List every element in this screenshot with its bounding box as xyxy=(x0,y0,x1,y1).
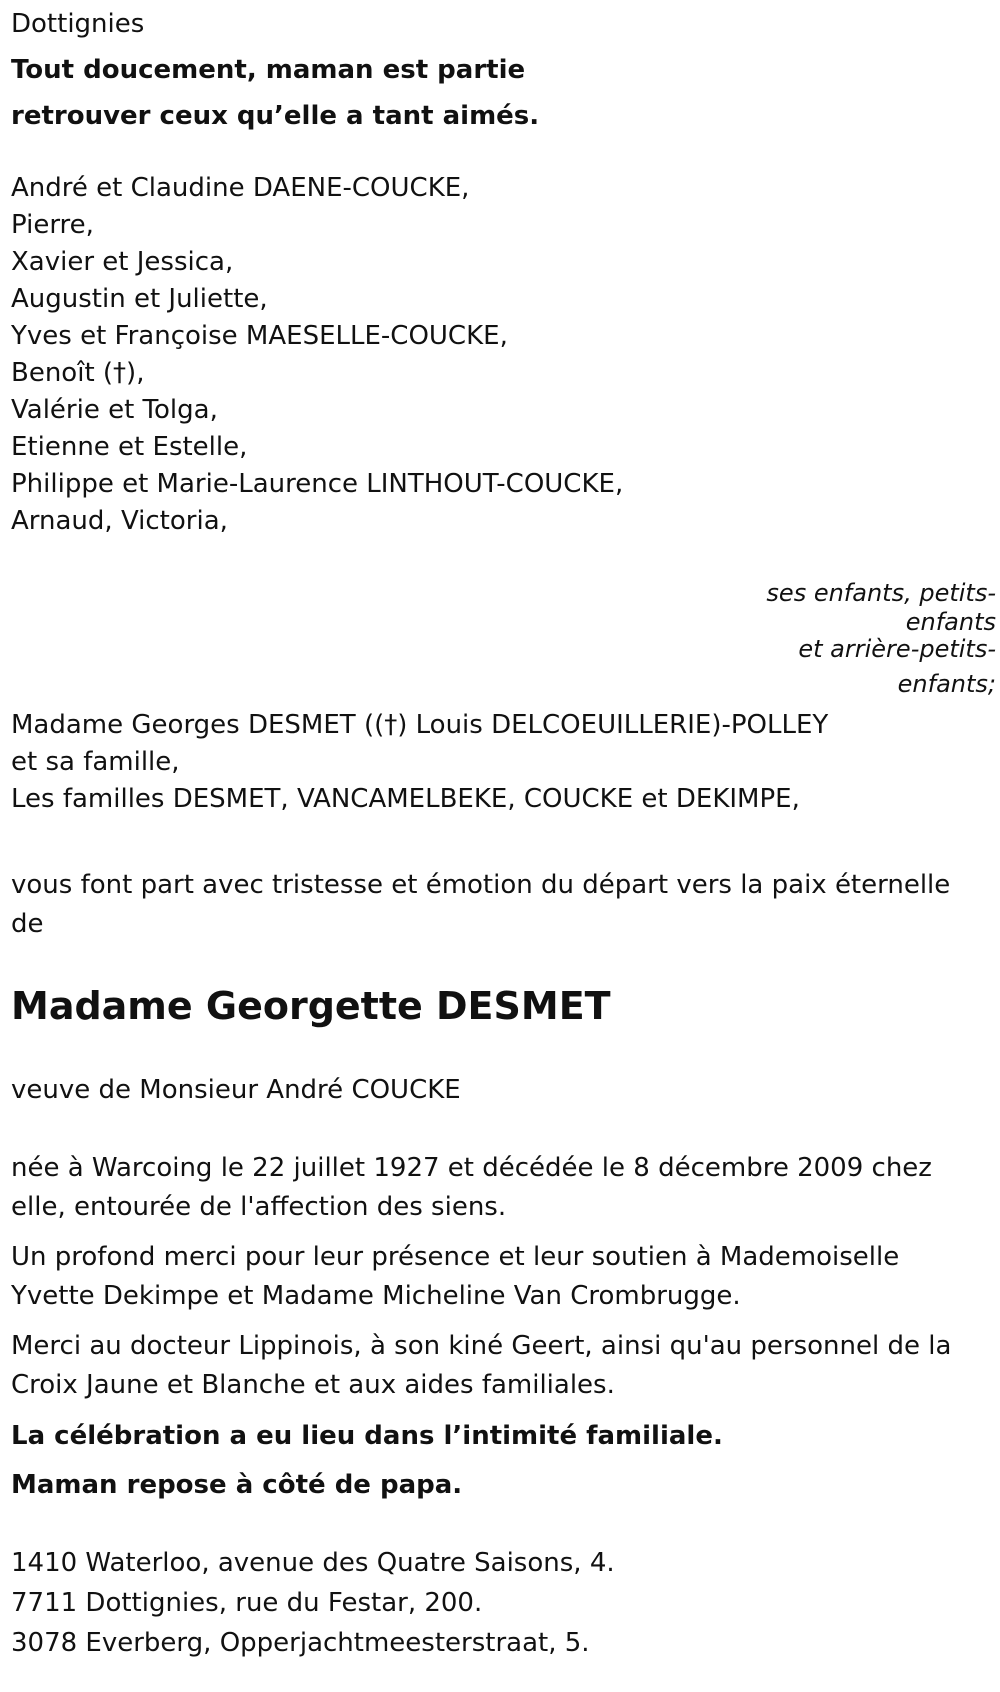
relative-line: Les familles DESMET, VANCAMELBEKE, COUCKE et DEKIMPE, xyxy=(11,784,800,814)
quote-line-1: Tout doucement, maman est partie xyxy=(11,55,526,85)
birth-death-details: née à Warcoing le 22 juillet 1927 et décédée le 8 décembre 2009 chez elle, entourée de l'affection des siens. xyxy=(11,1153,932,1222)
family-member: Pierre, xyxy=(11,210,94,240)
widow-of: veuve de Monsieur André COUCKE xyxy=(11,1075,461,1105)
relation-note-line: ses enfants, petits- xyxy=(766,579,996,607)
relation-note-line: enfants; xyxy=(897,670,996,698)
quote-line-2: retrouver ceux qu’elle a tant aimés. xyxy=(11,101,540,131)
family-member: Augustin et Juliette, xyxy=(11,284,268,314)
relation-note xyxy=(11,578,996,700)
family-member: Xavier et Jessica, xyxy=(11,247,234,277)
location: Dottignies xyxy=(11,9,145,39)
deceased-name: Madame Georgette DESMET xyxy=(11,984,611,1028)
relation-note-line: enfants xyxy=(905,608,996,636)
family-member: André et Claudine DAENE-COUCKE, xyxy=(11,173,470,203)
family-member: Valérie et Tolga, xyxy=(11,395,218,425)
ceremony-note: La célébration a eu lieu dans l’intimité familiale. xyxy=(11,1421,723,1451)
announcement: vous font part avec tristesse et émotion du départ vers la paix éternelle de xyxy=(11,870,951,939)
thanks-paragraph-2: Merci au docteur Lippinois, à son kiné Geert, ainsi qu'au personnel de la Croix Jaune et Blanche et aux aides familiales. xyxy=(11,1331,952,1400)
relative-line: Madame Georges DESMET ((†) Louis DELCOEUILLERIE)-POLLEY xyxy=(11,710,829,740)
family-member: Yves et Françoise MAESELLE-COUCKE, xyxy=(11,321,508,351)
other-relatives xyxy=(11,707,828,818)
family-member: Etienne et Estelle, xyxy=(11,432,248,462)
family-member: Philippe et Marie-Laurence LINTHOUT-COUCKE, xyxy=(11,469,624,499)
family-member: Arnaud, Victoria, xyxy=(11,506,228,536)
relation-note-line: et arrière-petits- xyxy=(798,635,996,663)
relative-line: et sa famille, xyxy=(11,747,180,777)
family-member: Benoît (†), xyxy=(11,358,145,388)
addresses xyxy=(11,1543,615,1663)
thanks-paragraph-1: Un profond merci pour leur présence et leur soutien à Mademoiselle Yvette Dekimpe et Madame Micheline Van Crombrugge. xyxy=(11,1242,900,1311)
rest-note: Maman repose à côté de papa. xyxy=(11,1470,463,1500)
family-list xyxy=(11,170,623,540)
address-line: 3078 Everberg, Opperjachtmeesterstraat, 5. xyxy=(11,1628,590,1658)
address-line: 1410 Waterloo, avenue des Quatre Saisons, 4. xyxy=(11,1548,615,1578)
address-line: 7711 Dottignies, rue du Festar, 200. xyxy=(11,1588,483,1618)
